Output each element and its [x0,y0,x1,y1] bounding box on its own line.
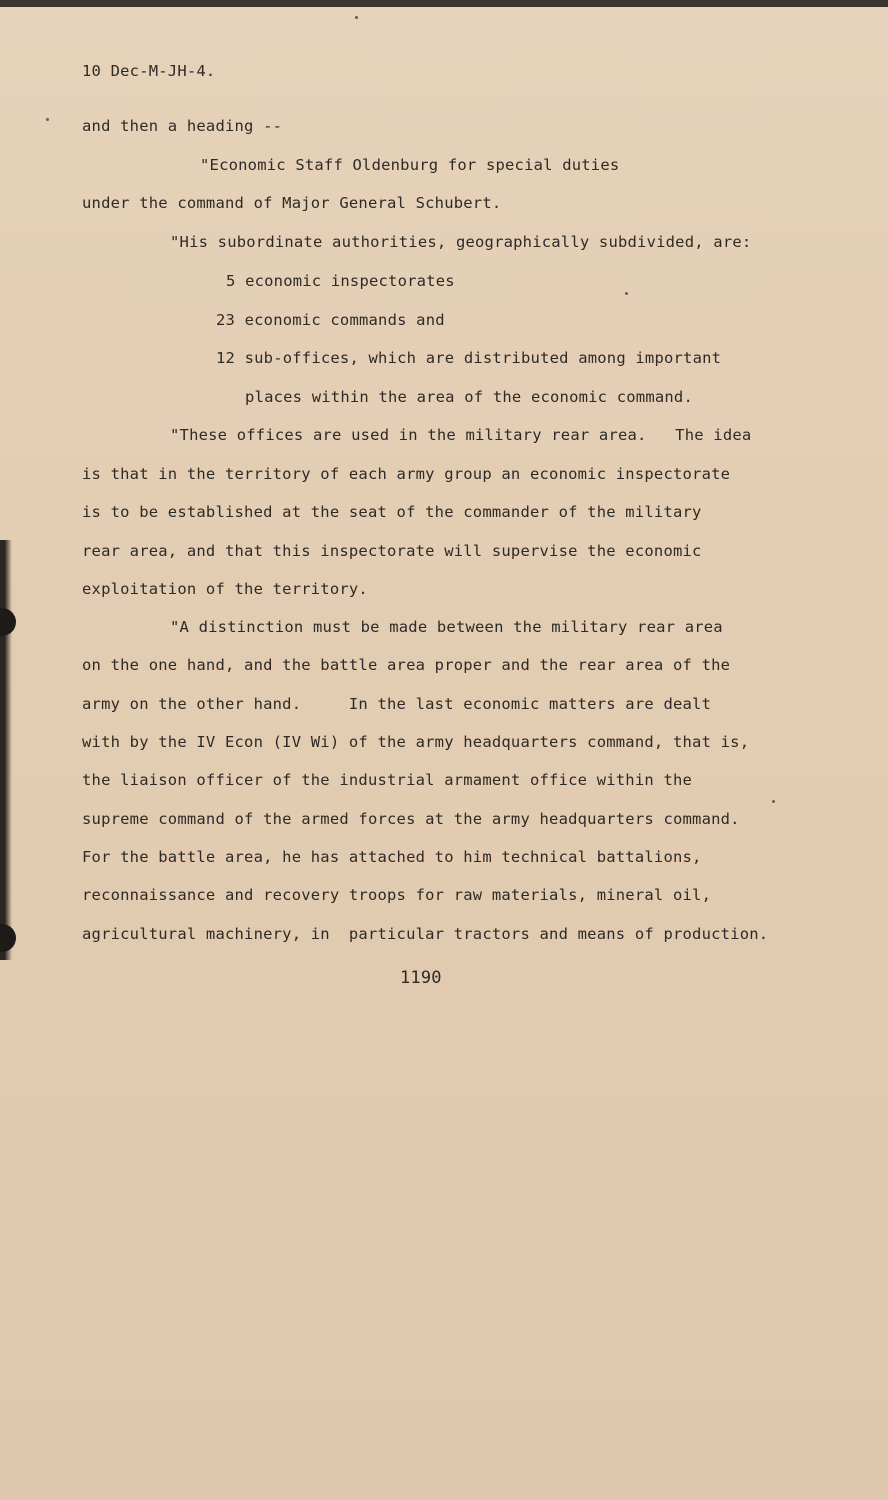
text-line: "A distinction must be made between the military rear area [170,618,723,636]
text-line: places within the area of the economic command. [245,388,693,406]
text-line: For the battle area, he has attached to him technical battalions, [82,848,702,866]
paper-speck [355,16,358,19]
text-line: reconnaissance and recovery troops for raw materials, mineral oil, [82,886,712,904]
text-line: the liaison officer of the industrial armament office within the [82,771,693,789]
text-line: rear area, and that this inspectorate will supervise the economic [82,542,702,560]
text-line: with by the IV Econ (IV Wi) of the army headquarters command, that is, [82,733,750,751]
list-item: 5 economic inspectorates [226,272,455,290]
punch-hole [0,608,16,636]
paper-speck [772,800,775,803]
page-number: 1190 [400,968,442,988]
punch-hole [0,924,16,952]
scan-top-edge [0,0,888,7]
text-line: "These offices are used in the military rear area. The idea [170,426,752,444]
text-line: "His subordinate authorities, geographically subdivided, are: [170,233,752,251]
text-line: on the one hand, and the battle area proper and the rear area of the [82,656,731,674]
text-line: under the command of Major General Schubert. [82,194,502,212]
list-item: 12 sub-offices, which are distributed among important [216,349,722,367]
paper-speck [625,292,628,295]
text-line: is to be established at the seat of the commander of the military [82,503,702,521]
text-line: "Economic Staff Oldenburg for special duties [200,156,620,174]
scan-left-edge [0,540,12,960]
list-item: 23 economic commands and [216,311,445,329]
text-line: is that in the territory of each army group an economic inspectorate [82,465,731,483]
document-reference: 10 Dec-M-JH-4. [82,62,216,80]
text-line: and then a heading -- [82,117,283,135]
text-line: army on the other hand. In the last economic matters are dealt [82,695,712,713]
text-line: supreme command of the armed forces at the army headquarters command. [82,810,740,828]
text-line: exploitation of the territory. [82,580,368,598]
paper-speck [46,118,49,121]
text-line: agricultural machinery, in particular tractors and means of production. [82,925,769,943]
